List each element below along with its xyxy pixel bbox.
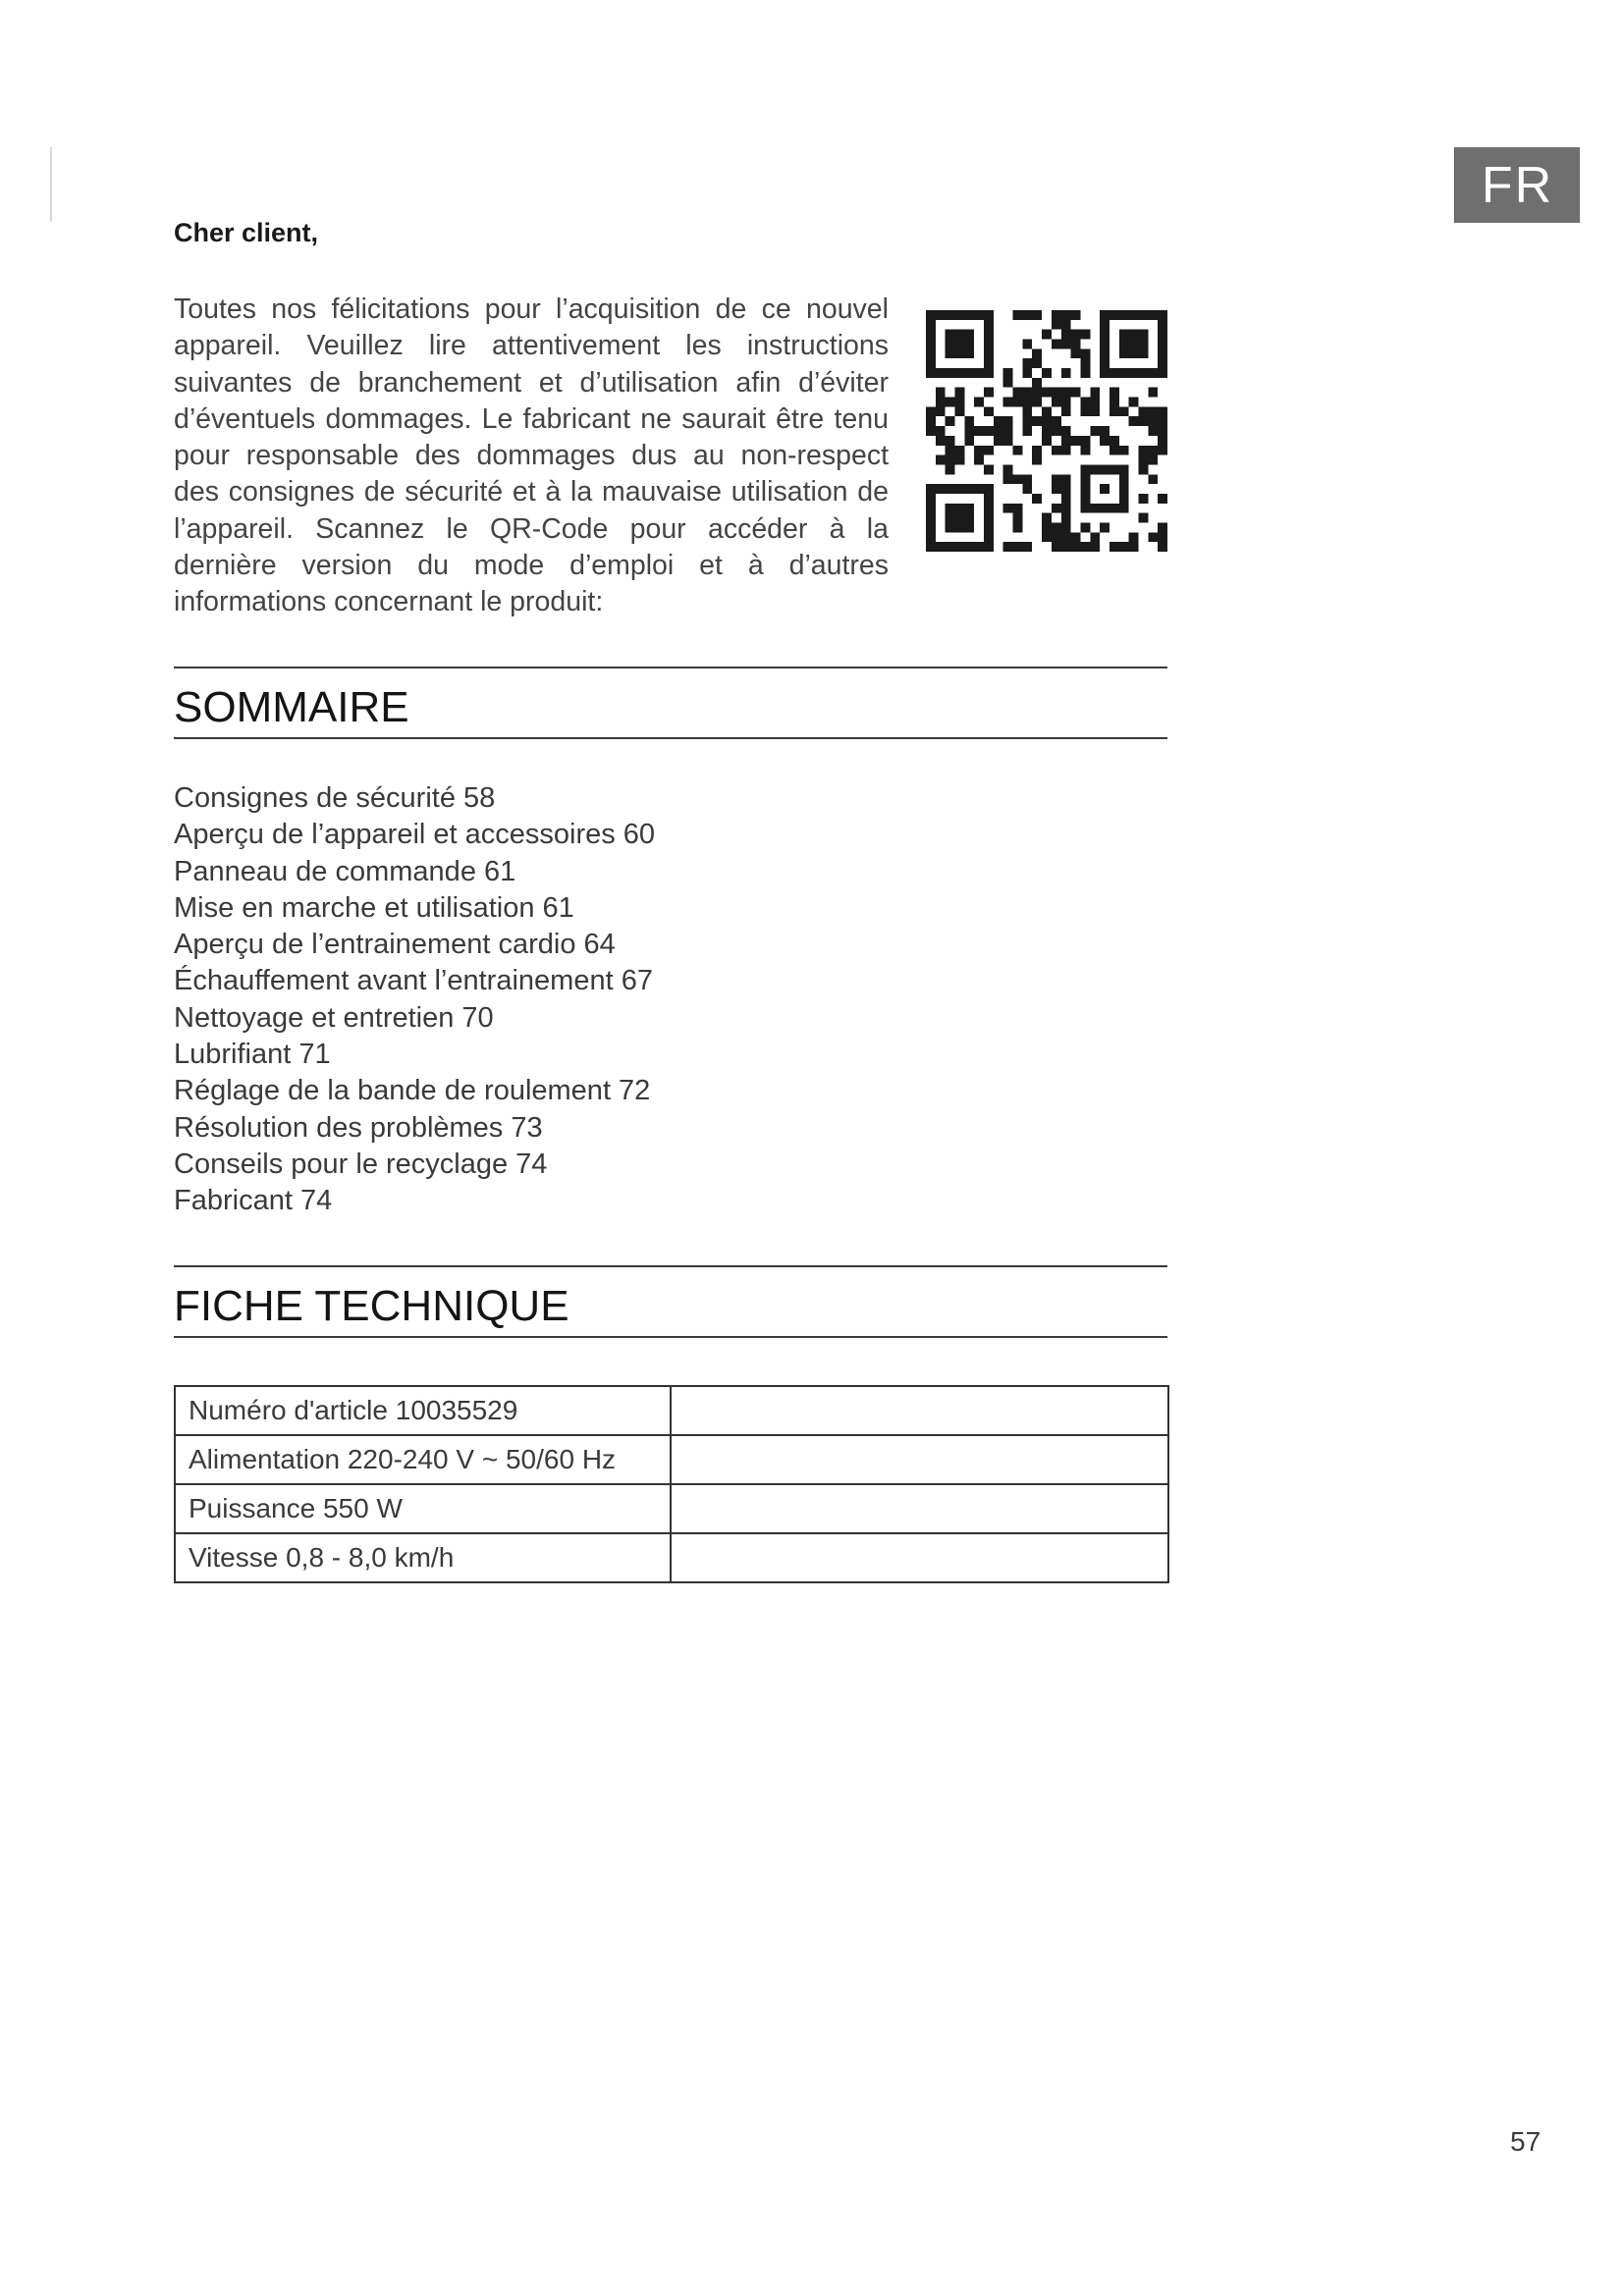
qr-module bbox=[1013, 446, 1023, 455]
qr-module bbox=[984, 426, 994, 436]
qr-module bbox=[1158, 522, 1167, 532]
qr-module bbox=[955, 388, 965, 398]
table-of-contents bbox=[174, 780, 655, 1220]
specs-section-header bbox=[174, 1265, 1167, 1338]
toc-item: Conseils pour le recyclage 74 bbox=[174, 1148, 548, 1180]
qr-module bbox=[1158, 494, 1167, 504]
qr-module bbox=[1158, 446, 1167, 455]
qr-module bbox=[1071, 330, 1081, 340]
qr-module bbox=[1042, 416, 1052, 426]
qr-module bbox=[926, 406, 936, 416]
qr-module bbox=[1042, 436, 1052, 446]
qr-module bbox=[946, 416, 955, 426]
toc-item: Panneau de commande 61 bbox=[174, 855, 516, 887]
table-row bbox=[175, 1484, 1168, 1533]
qr-module bbox=[1158, 436, 1167, 446]
qr-module bbox=[1052, 532, 1061, 542]
qr-module bbox=[946, 464, 955, 474]
qr-module bbox=[1022, 358, 1032, 368]
qr-module bbox=[1138, 406, 1148, 416]
qr-module bbox=[1042, 532, 1052, 542]
qr-module bbox=[1022, 310, 1032, 320]
qr-module bbox=[1110, 542, 1119, 552]
qr-module bbox=[1071, 532, 1081, 542]
qr-module bbox=[1158, 542, 1167, 552]
qr-module bbox=[1061, 340, 1071, 349]
qr-module bbox=[1138, 455, 1148, 465]
qr-module bbox=[946, 446, 955, 455]
toc-item: Réglage de la bande de roulement 72 bbox=[174, 1075, 651, 1107]
qr-module bbox=[1138, 494, 1148, 504]
qr-module bbox=[1148, 455, 1158, 465]
qr-module bbox=[1022, 484, 1032, 494]
qr-module bbox=[1003, 378, 1013, 388]
qr-module bbox=[1061, 320, 1071, 330]
qr-module bbox=[984, 388, 994, 398]
qr-module bbox=[1061, 426, 1071, 436]
qr-module bbox=[946, 398, 955, 407]
qr-module bbox=[1090, 426, 1100, 436]
qr-module bbox=[1032, 455, 1042, 465]
toc-item: Résolution des problèmes 73 bbox=[174, 1111, 543, 1144]
qr-module bbox=[1071, 388, 1081, 398]
qr-module bbox=[1061, 474, 1071, 484]
table-row bbox=[175, 1386, 1168, 1435]
qr-module bbox=[1158, 416, 1167, 426]
qr-module bbox=[1052, 398, 1061, 407]
qr-module bbox=[1061, 494, 1071, 504]
qr-module bbox=[1158, 426, 1167, 436]
qr-module bbox=[955, 398, 965, 407]
qr-module bbox=[1003, 416, 1013, 426]
qr-module bbox=[1032, 378, 1042, 388]
margin-rule bbox=[50, 147, 52, 222]
spec-label: Puissance 550 W bbox=[175, 1484, 671, 1533]
qr-module bbox=[964, 426, 974, 436]
toc-item: Aperçu de l’appareil et accessoires 60 bbox=[174, 819, 656, 851]
qr-module bbox=[1080, 436, 1090, 446]
qr-module bbox=[1042, 330, 1052, 340]
spec-label: Vitesse 0,8 - 8,0 km/h bbox=[175, 1533, 671, 1582]
qr-module bbox=[1013, 504, 1023, 513]
qr-module bbox=[1022, 406, 1032, 416]
qr-module bbox=[1119, 446, 1129, 455]
qr-module bbox=[1071, 542, 1081, 552]
qr-module bbox=[1032, 358, 1042, 368]
qr-module bbox=[1022, 368, 1032, 378]
qr-module bbox=[1052, 446, 1061, 455]
spec-value bbox=[671, 1533, 1168, 1582]
qr-module bbox=[1042, 513, 1052, 523]
qr-module bbox=[1032, 388, 1042, 398]
qr-module bbox=[1061, 310, 1071, 320]
qr-module bbox=[1148, 446, 1158, 455]
qr-module bbox=[936, 388, 946, 398]
qr-module bbox=[1110, 406, 1119, 416]
qr-module bbox=[1148, 474, 1158, 484]
qr-module bbox=[1013, 542, 1023, 552]
qr-module bbox=[1032, 348, 1042, 358]
qr-module bbox=[1080, 330, 1090, 340]
qr-module bbox=[1003, 504, 1013, 513]
qr-module bbox=[926, 426, 936, 436]
qr-module bbox=[1061, 406, 1071, 416]
qr-module bbox=[1003, 474, 1013, 484]
qr-module bbox=[974, 455, 984, 465]
qr-module bbox=[1042, 388, 1052, 398]
qr-module bbox=[936, 398, 946, 407]
qr-module bbox=[1042, 522, 1052, 532]
qr-module bbox=[1090, 388, 1100, 398]
qr-module bbox=[964, 436, 974, 446]
qr-module bbox=[1100, 522, 1110, 532]
qr-module bbox=[1032, 446, 1042, 455]
qr-module bbox=[1090, 398, 1100, 407]
qr-module bbox=[926, 416, 936, 426]
qr-module bbox=[964, 416, 974, 426]
qr-module bbox=[946, 455, 955, 465]
qr-module bbox=[1061, 542, 1071, 552]
qr-module bbox=[955, 446, 965, 455]
qr-module bbox=[994, 436, 1003, 446]
qr-module bbox=[1090, 532, 1100, 542]
qr-module bbox=[994, 426, 1003, 436]
qr-module bbox=[1052, 522, 1061, 532]
qr-module bbox=[1032, 398, 1042, 407]
intro-paragraph: Toutes nos félicitations pour l’acquisition de ce nouvel appareil. Veuillez lire attentivement les instructions suivantes de branchement et d’utilisation afin d’éviter d’éventuels dommages. Le fabricant ne saurait être tenu pour responsable des dommages dus au non-respect des consignes de sécurité et à la mauvaise utilisation de l’appareil. Scannez le QR-Code pour accéder à la dernière version du mode d’emploi et à d’autres informations concernant le produit: bbox=[174, 294, 889, 618]
qr-module bbox=[1138, 464, 1148, 474]
qr-module bbox=[955, 406, 965, 416]
qr-module bbox=[1100, 436, 1110, 446]
qr-module bbox=[1032, 310, 1042, 320]
qr-module bbox=[1003, 464, 1013, 474]
qr-module bbox=[955, 455, 965, 465]
qr-module bbox=[1061, 446, 1071, 455]
qr-module bbox=[1061, 513, 1071, 523]
toc-item: Nettoyage et entretien 70 bbox=[174, 1001, 494, 1034]
contents-section-header bbox=[174, 667, 1167, 739]
qr-module bbox=[1129, 542, 1139, 552]
qr-module bbox=[1013, 310, 1023, 320]
qr-module bbox=[974, 446, 984, 455]
qr-module bbox=[1003, 398, 1013, 407]
qr-module bbox=[1052, 426, 1061, 436]
qr-module bbox=[1052, 320, 1061, 330]
spec-value bbox=[671, 1484, 1168, 1533]
qr-module bbox=[1110, 436, 1119, 446]
qr-module bbox=[936, 455, 946, 465]
qr-module bbox=[1061, 330, 1071, 340]
qr-module bbox=[1022, 474, 1032, 484]
qr-module bbox=[1052, 484, 1061, 494]
table-row bbox=[175, 1435, 1168, 1484]
qr-module bbox=[1158, 532, 1167, 542]
qr-module bbox=[1061, 504, 1071, 513]
qr-module bbox=[1022, 398, 1032, 407]
qr-module bbox=[1100, 426, 1110, 436]
toc-item: Échauffement avant l’entrainement 67 bbox=[174, 965, 653, 997]
qr-module bbox=[1119, 542, 1129, 552]
qr-module bbox=[1003, 542, 1013, 552]
qr-module bbox=[1052, 504, 1061, 513]
qr-module bbox=[1148, 406, 1158, 416]
qr-module bbox=[1061, 532, 1071, 542]
qr-module bbox=[1061, 522, 1071, 532]
qr-module bbox=[1080, 398, 1090, 407]
toc-item: Consignes de sécurité 58 bbox=[174, 782, 496, 814]
qr-module bbox=[1148, 416, 1158, 426]
qr-module bbox=[974, 426, 984, 436]
qr-module bbox=[1090, 542, 1100, 552]
qr-module bbox=[1003, 368, 1013, 378]
qr-module bbox=[1022, 340, 1032, 349]
qr-module bbox=[984, 406, 994, 416]
qr-module bbox=[1052, 340, 1061, 349]
qr-module bbox=[984, 464, 994, 474]
qr-module bbox=[1052, 310, 1061, 320]
qr-module bbox=[1061, 368, 1071, 378]
toc-item: Aperçu de l’entrainement cardio 64 bbox=[174, 929, 616, 961]
qr-module bbox=[1013, 522, 1023, 532]
qr-module bbox=[1061, 388, 1071, 398]
qr-module bbox=[1110, 398, 1119, 407]
qr-module bbox=[1138, 446, 1148, 455]
qr-module bbox=[1052, 542, 1061, 552]
qr-module bbox=[1061, 484, 1071, 494]
qr-module bbox=[1071, 310, 1081, 320]
qr-module bbox=[936, 436, 946, 446]
qr-module bbox=[1022, 426, 1032, 436]
qr-module bbox=[1129, 416, 1139, 426]
qr-module bbox=[946, 436, 955, 446]
qr-module bbox=[1003, 436, 1013, 446]
qr-module bbox=[1080, 368, 1090, 378]
qr-module bbox=[1148, 532, 1158, 542]
qr-module bbox=[1022, 388, 1032, 398]
qr-module bbox=[1129, 398, 1139, 407]
spec-value bbox=[671, 1435, 1168, 1484]
qr-module bbox=[1003, 426, 1013, 436]
spec-label: Numéro d'article 10035529 bbox=[175, 1386, 671, 1435]
qr-module bbox=[1022, 416, 1032, 426]
qr-module bbox=[1138, 416, 1148, 426]
qr-module bbox=[1110, 446, 1119, 455]
toc-item: Mise en marche et utilisation 61 bbox=[174, 891, 574, 924]
qr-module bbox=[1052, 416, 1061, 426]
qr-module bbox=[1148, 426, 1158, 436]
qr-module bbox=[936, 406, 946, 416]
qr-module bbox=[974, 398, 984, 407]
qr-module bbox=[1052, 474, 1061, 484]
qr-module bbox=[1042, 426, 1052, 436]
qr-module bbox=[1013, 398, 1023, 407]
qr-module bbox=[1080, 348, 1090, 358]
greeting: Cher client, bbox=[174, 218, 319, 247]
qr-module bbox=[1138, 513, 1148, 523]
qr-module bbox=[1090, 406, 1100, 416]
qr-module bbox=[1042, 368, 1052, 378]
qr-module bbox=[994, 416, 1003, 426]
toc-item: Lubrifiant 71 bbox=[174, 1039, 331, 1071]
qr-module bbox=[1148, 388, 1158, 398]
qr-module bbox=[1080, 446, 1090, 455]
qr-module bbox=[1080, 358, 1090, 368]
qr-module bbox=[1080, 406, 1090, 416]
qr-module bbox=[984, 446, 994, 455]
qr-module bbox=[1022, 542, 1032, 552]
qr-module bbox=[1158, 406, 1167, 416]
table-row bbox=[175, 1533, 1168, 1582]
specs-heading: FICHE TECHNIQUE bbox=[174, 1282, 569, 1330]
qr-module bbox=[1052, 388, 1061, 398]
qr-module bbox=[1080, 542, 1090, 552]
qr-module bbox=[1013, 474, 1023, 484]
qr-module bbox=[1080, 522, 1090, 532]
qr-module bbox=[1013, 513, 1023, 523]
spec-value bbox=[671, 1386, 1168, 1435]
language-tab: FR bbox=[1454, 147, 1580, 223]
qr-module bbox=[1032, 416, 1042, 426]
qr-module bbox=[1129, 532, 1139, 542]
qr-module bbox=[936, 426, 946, 436]
qr-module bbox=[1042, 406, 1052, 416]
contents-heading: SOMMAIRE bbox=[174, 683, 409, 731]
page-number: 57 bbox=[1510, 2126, 1542, 2157]
qr-module bbox=[1061, 436, 1071, 446]
qr-module bbox=[1071, 436, 1081, 446]
qr-module bbox=[1071, 340, 1081, 349]
qr-code bbox=[926, 310, 1167, 552]
toc-item: Fabricant 74 bbox=[174, 1185, 333, 1217]
qr-module bbox=[1110, 388, 1119, 398]
qr-module bbox=[1119, 406, 1129, 416]
qr-module bbox=[1061, 398, 1071, 407]
qr-module bbox=[1032, 494, 1042, 504]
qr-module bbox=[1071, 348, 1081, 358]
specs-table bbox=[174, 1385, 1169, 1583]
spec-label: Alimentation 220-240 V ~ 50/60 Hz bbox=[175, 1435, 671, 1484]
qr-module bbox=[1013, 388, 1023, 398]
